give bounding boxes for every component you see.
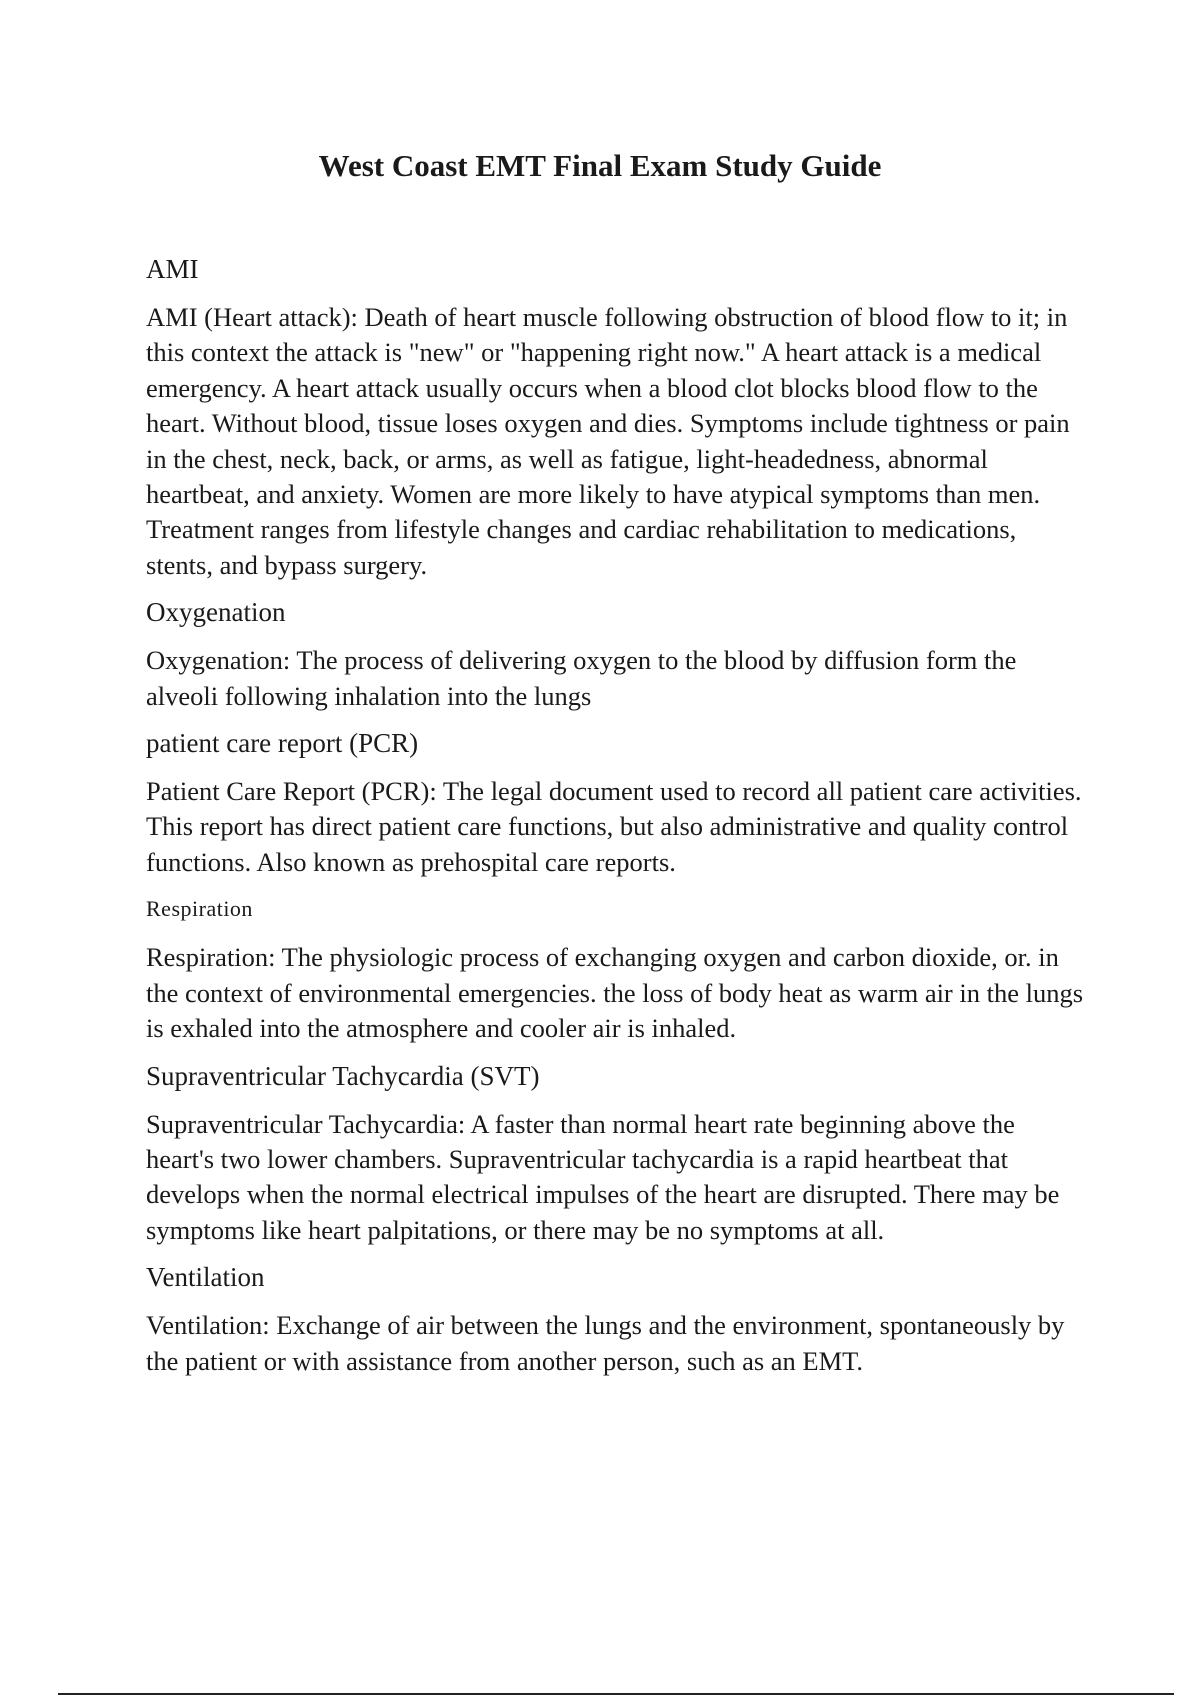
term-definition: Oxygenation: The process of delivering oxygen to the blood by diffusion form the alveoli following inhalation into the lungs <box>146 645 1017 711</box>
section-ami <box>146 252 1086 583</box>
term-heading: AMI <box>146 254 199 284</box>
section-ventilation <box>146 1260 1086 1379</box>
term-heading: Respiration <box>146 896 253 922</box>
term-heading: patient care report (PCR) <box>146 728 419 759</box>
term-heading: Oxygenation <box>146 597 286 628</box>
document-title: West Coast EMT Final Exam Study Guide <box>318 148 882 183</box>
term-heading: Supraventricular Tachycardia (SVT) <box>146 1060 540 1091</box>
footer-divider <box>58 1693 1174 1695</box>
term-definition: Ventilation: Exchange of air between the lungs and the environment, spontaneously by the patient or with assistance from another person, such as an EMT. <box>146 1310 1065 1376</box>
term-heading: Ventilation <box>146 1262 265 1293</box>
term-definition: AMI (Heart attack): Death of heart muscle following obstruction of blood flow to it; in this context the attack is "new" or "happening right now." A heart attack is a medical emergency. A heart attack usually occurs when a blood clot blocks blood flow to the heart. Without blood, tissue loses oxygen and dies. Symptoms include tightness or pain in the chest, neck, back, or arms, as well as fatigue, light-headedness, abnormal heartbeat, and anxiety. Women are more likely to have atypical symptoms than men. Treatment ranges from lifestyle changes and cardiac rehabilitation to medications, stents, and bypass surgery. <box>146 302 1070 580</box>
section-svt <box>146 1059 1086 1249</box>
term-definition: Patient Care Report (PCR): The legal document used to record all patient care activities. This report has direct patient care functions, but also administrative and quality control functions. Also known as prehospital care reports. <box>146 776 1082 877</box>
section-pcr <box>146 726 1086 880</box>
section-respiration <box>146 892 1086 1046</box>
document-body <box>146 252 1086 1391</box>
term-definition: Respiration: The physiologic process of exchanging oxygen and carbon dioxide, or. in the context of environmental emergencies. the loss of body heat as warm air in the lungs is exhaled into the atmosphere and cooler air is inhaled. <box>146 942 1084 1044</box>
section-oxygenation <box>146 595 1086 714</box>
term-definition: Supraventricular Tachycardia: A faster than normal heart rate beginning above the heart's two lower chambers. Supraventricular tachycardia is a rapid heartbeat that develops when the normal electrical impulses of the heart are disrupted. There may be symptoms like heart palpitations, or there may be no symptoms at all. <box>146 1108 1060 1245</box>
